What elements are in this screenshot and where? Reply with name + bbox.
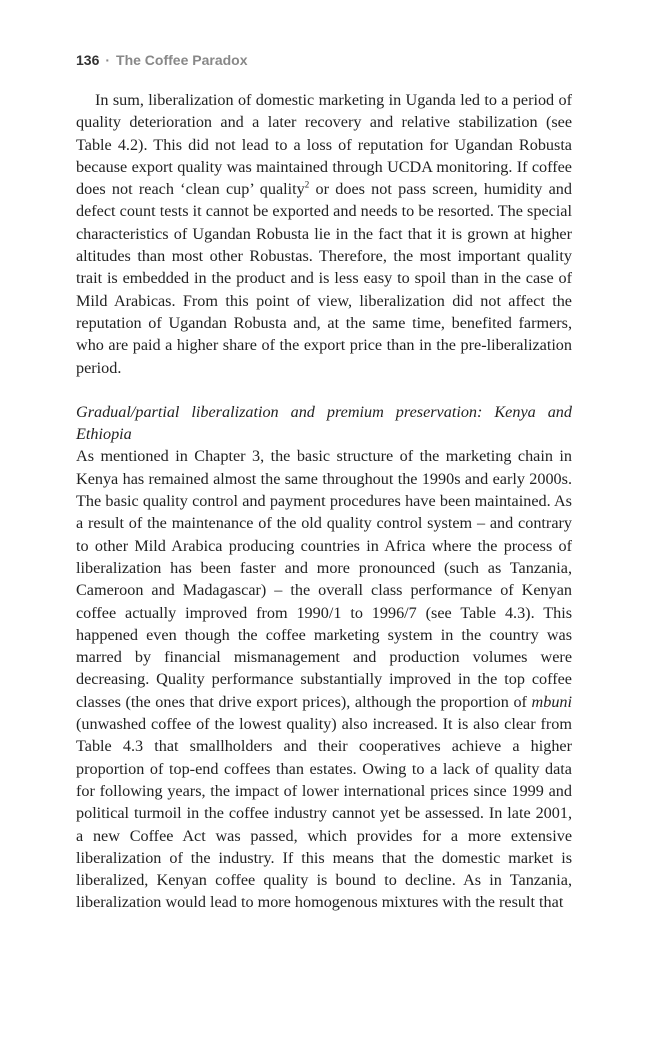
paragraph-text: In sum, liberalization of domestic marketing in Uganda led to a period of quality deterioration and a later recovery and relative stabilization (see Table 4.2). This did not lead to a loss of reputation for Ugandan Robusta because export quality was maintained through UCDA monitoring. If coffee does not reach ‘clean cup’ quality (76, 91, 572, 199)
paragraph-text: As mentioned in Chapter 3, the basic structure of the marketing chain in Kenya has remained almost the same throughout the 1990s and early 2000s. The basic quality control and payment procedures have been maintained. As a result of the maintenance of the old quality control system – and contrary to other Mild Arabica producing countries in Africa where the process of liberalization has been faster and more pronounced (such as Tanzania, Cameroon and Madagascar) – the overall class performance of Kenyan coffee actually improved from 1990/1 to 1996/7 (see Table 4.3). This happened even though the coffee marketing system in the country was marred by financial mismanagement and production volumes were decreasing. Quality performance substantially improved in the top coffee classes (the ones that drive export prices), although the proportion of (76, 447, 572, 711)
running-head (76, 52, 248, 68)
body-text (76, 89, 572, 914)
section-heading: Gradual/partial liberalization and premium preservation: Kenya and Ethiopia (76, 402, 572, 444)
paragraph-text: (unwashed coffee of the lowest quality) also increased. It is also clear from Table 4.3 that smallholders and their cooperatives achieve a higher proportion of top-end coffees than estates. Owing to a lack of quality data for following years, the impact of lower international prices since 1999 and political turmoil in the coffee industry cannot yet be assessed. In late 2001, a new Coffee Act was passed, which provides for a more extensive liberalization of the industry. If this means that the domestic market is liberalized, Kenyan coffee quality is bound to decline. As in Tanzania, liberalization would lead to more homogenous mixtures with the result that (76, 715, 572, 912)
header-separator: · (105, 52, 111, 68)
paragraph-uganda-summary (76, 89, 572, 379)
paragraph-kenya (76, 445, 572, 913)
page-number: 136 (76, 52, 100, 68)
italic-term: mbuni (531, 692, 572, 711)
footnote-reference[interactable]: 2 (304, 179, 310, 190)
paragraph-text: or does not pass screen, humidity and defect count tests it cannot be exported and needs to be resorted. The special characteristics of Ugandan Robusta lie in the fact that it is grown at higher altitudes than most other Robustas. Therefore, the most important quality trait is embedded in the product and is less easy to spoil than in the case of Mild Arabicas. From this point of view, liberalization did not affect the reputation of Ugandan Robusta and, at the same time, benefited farmers, who are paid a higher share of the export price than in the pre-liberalization period. (76, 180, 572, 377)
book-title: The Coffee Paradox (116, 52, 248, 68)
